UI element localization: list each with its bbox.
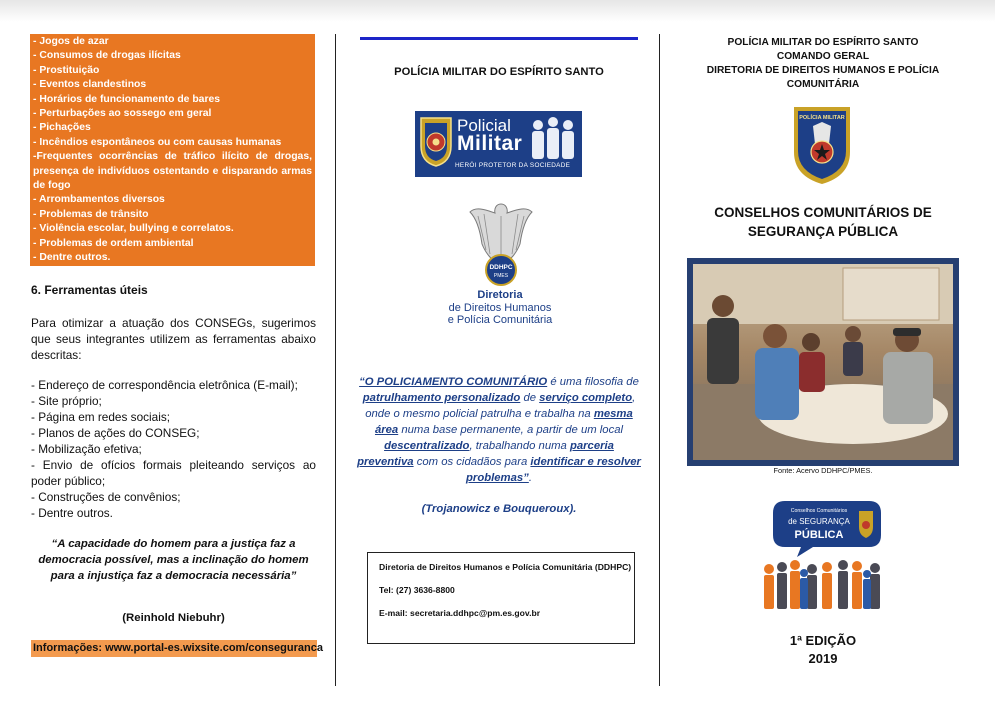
problem-item: - Dentre outros. bbox=[33, 252, 111, 264]
ddhpc-line: e Polícia Comunitária bbox=[447, 314, 553, 326]
problem-item: - Problemas de trânsito bbox=[33, 208, 149, 220]
edition-year: 2019 bbox=[808, 651, 838, 666]
photo-scene bbox=[693, 264, 953, 460]
quote-emphasis: “O POLICIAMENTO COMUNITÁRIO bbox=[359, 376, 548, 388]
quote-emphasis: patrulhamento personalizado bbox=[362, 392, 521, 404]
quote-text: de bbox=[520, 392, 540, 404]
brochure-title: CONSELHOS COMUNITÁRIOS DE SEGURANÇA PÚBLICA bbox=[714, 205, 932, 239]
edition-label: 1ª EDIÇÃO bbox=[789, 633, 857, 648]
consegs-big-text: PÚBLICA bbox=[794, 529, 844, 541]
quote-text: , onde o mesmo policial patrulha e trabalha na bbox=[365, 392, 636, 420]
consegs-small-text: Conselhos Comunitários bbox=[790, 508, 848, 514]
quote-author: (Reinhold Niebuhr) bbox=[122, 612, 225, 624]
problem-item: - Horários de funcionamento de bares bbox=[33, 93, 221, 105]
header-line: POLÍCIA MILITAR DO ESPÍRITO SANTO bbox=[727, 37, 919, 48]
quote-text: numa base permanente, a partir de um local bbox=[398, 424, 624, 436]
quote-emphasis: identificar e resolver problemas” bbox=[466, 456, 641, 484]
header-line: DIRETORIA DE DIREITOS HUMANOS E POLÍCIA COMUNITÁRIA bbox=[706, 65, 940, 90]
problems-list-box bbox=[30, 34, 315, 266]
blue-rule bbox=[360, 37, 638, 40]
community-policing-quote bbox=[355, 374, 643, 486]
problem-item: - Eventos clandestinos bbox=[33, 79, 147, 91]
column-divider bbox=[335, 34, 336, 686]
tool-item: - Mobilização efetiva; bbox=[31, 442, 142, 456]
quote-text: é uma filosofia de bbox=[547, 376, 639, 388]
problem-item: -Frequentes ocorrências de tráfico ilícito de drogas, presença de indivíduos ostentando e disparando armas de fogo bbox=[33, 151, 312, 192]
column-divider bbox=[659, 34, 660, 686]
ddhpc-eagle-emblem-icon bbox=[466, 200, 536, 290]
tool-item: - Construções de convênios; bbox=[31, 490, 181, 504]
tool-item: - Endereço de correspondência eletrônica (E-mail); bbox=[31, 378, 298, 392]
tool-item: - Dentre outros. bbox=[31, 506, 113, 520]
tool-item: - Página em redes sociais; bbox=[31, 410, 171, 424]
quote-emphasis: serviço completo bbox=[539, 392, 633, 404]
contact-phone: Tel: (27) 3636-8800 bbox=[379, 585, 455, 595]
contact-org: Diretoria de Direitos Humanos e Polícia Comunitária (DDHPC) bbox=[379, 562, 632, 572]
shield-text: POLÍCIA MILITAR bbox=[799, 115, 845, 121]
pm-word-militar: Militar bbox=[457, 132, 523, 155]
photo-caption: Fonte: Acervo DDHPC/PMES. bbox=[773, 466, 873, 475]
people-meeting-illustration bbox=[693, 264, 953, 460]
quote-emphasis: parceria preventiva bbox=[357, 440, 614, 468]
info-link[interactable]: Informações: www.portal-es.wixsite.com/conseguranca bbox=[31, 640, 317, 657]
crowd-silhouettes-icon bbox=[764, 560, 880, 609]
problem-item: - Violência escolar, bullying e correlatos. bbox=[33, 223, 234, 235]
pmes-shield-icon bbox=[791, 104, 853, 186]
contact-email[interactable]: E-mail: secretaria.ddhpc@pm.es.gov.br bbox=[379, 608, 541, 618]
ddhpc-line: Diretoria bbox=[477, 289, 523, 301]
pm-word-policial: Policial bbox=[457, 116, 511, 135]
ddhpc-name bbox=[430, 289, 570, 327]
problem-item: - Incêndios espontâneos ou com causas humanas bbox=[33, 136, 282, 148]
quote-text: , trabalhando numa bbox=[469, 440, 570, 452]
ddhpc-seal-sub: PMES bbox=[493, 273, 509, 279]
right-header bbox=[688, 36, 958, 92]
problem-item: - Jogos de azar bbox=[33, 36, 109, 47]
tools-list bbox=[31, 377, 316, 521]
problem-item: - Prostituição bbox=[33, 64, 100, 76]
problem-item: - Pichações bbox=[33, 122, 91, 134]
consegs-logo bbox=[757, 495, 891, 612]
header-line: COMANDO GERAL bbox=[776, 51, 870, 62]
tool-item: - Site próprio; bbox=[31, 394, 102, 408]
problem-item: - Problemas de ordem ambiental bbox=[33, 237, 194, 249]
problem-item: - Perturbações ao sossego em geral bbox=[33, 108, 212, 120]
quote-citation: (Trojanowicz e Bouqueroux). bbox=[421, 503, 577, 515]
section-title: 6. Ferramentas úteis bbox=[31, 283, 148, 297]
quote-emphasis: mesma área bbox=[374, 408, 633, 436]
viewer-top-bar bbox=[0, 0, 995, 22]
quote-emphasis: descentralizado bbox=[384, 440, 470, 452]
niebuhr-quote: “A capacidade do homem para a justiça faz a democracia possível, mas a inclinação do homem para a injustiça faz a democracia necessária” bbox=[38, 538, 309, 582]
ddhpc-line: de Direitos Humanos bbox=[448, 301, 552, 314]
council-photo bbox=[687, 258, 959, 466]
consegs-mid-text: de SEGURANÇA bbox=[788, 517, 850, 526]
quote-text: com os cidadãos para bbox=[413, 456, 531, 468]
problem-item: - Consumos de drogas ilícitas bbox=[33, 50, 181, 62]
edition-block bbox=[750, 632, 896, 668]
middle-title: POLÍCIA MILITAR DO ESPÍRITO SANTO bbox=[394, 66, 604, 78]
tool-item: - Planos de ações do CONSEG; bbox=[31, 426, 200, 440]
pm-badge-icon bbox=[419, 116, 453, 168]
contact-box bbox=[367, 552, 635, 644]
quote-text: . bbox=[528, 472, 532, 484]
problem-item: - Arrombamentos diversos bbox=[33, 194, 165, 206]
pm-slogan: HERÓI PROTETOR DA SOCIEDADE bbox=[455, 162, 571, 169]
ddhpc-seal-text: DDHPC bbox=[489, 264, 513, 271]
police-silhouettes-icon bbox=[528, 116, 578, 162]
tools-intro: Para otimizar a atuação dos CONSEGs, sugerimos que seus integrantes utilizem as ferramentas abaixo descritas: bbox=[31, 316, 316, 362]
tool-item: - Envio de ofícios formais pleiteando serviços ao poder público; bbox=[31, 458, 316, 488]
